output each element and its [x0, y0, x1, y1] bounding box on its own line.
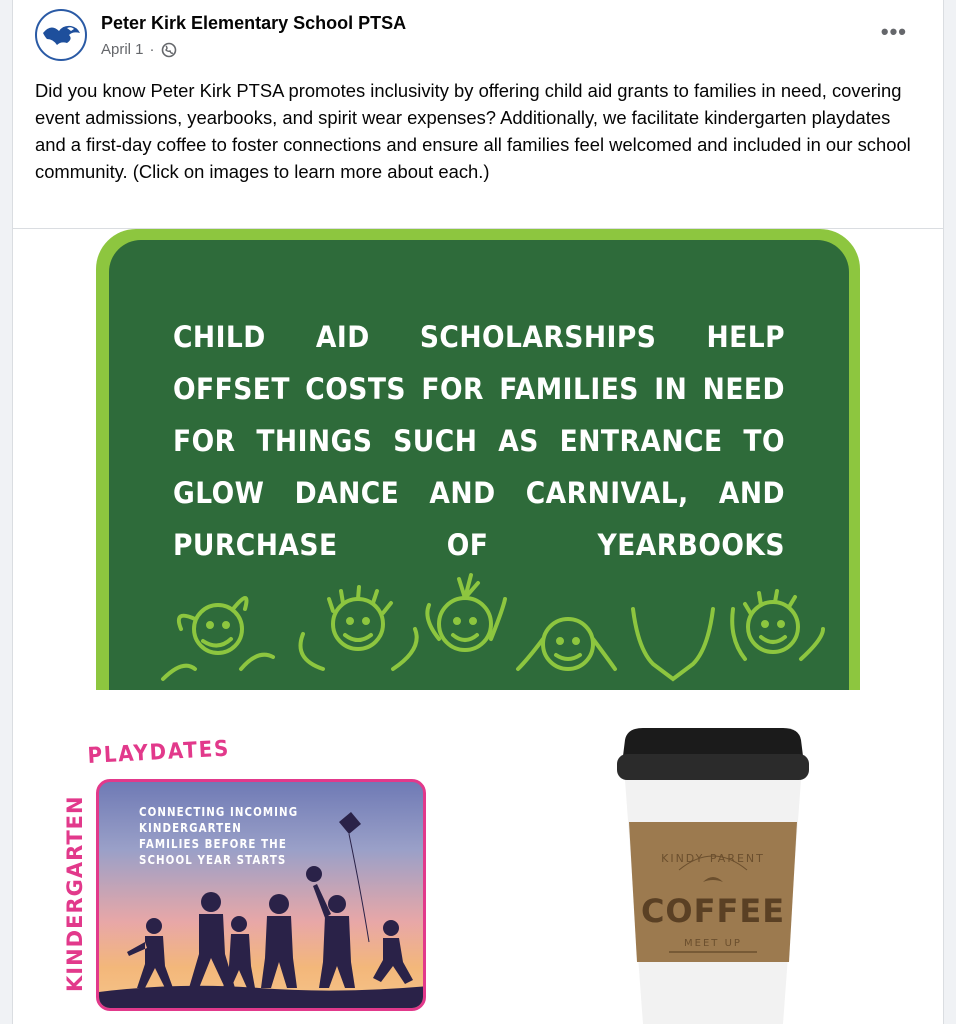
children-silhouette-icon: [99, 782, 426, 1011]
scholarship-image[interactable]: [13, 229, 943, 690]
kindergarten-label: KINDERGARTEN: [63, 795, 87, 992]
coffee-main-text: COFFEE: [640, 892, 786, 930]
playdates-caption: CONNECTING INCOMING KINDERGARTEN FAMILIES BEFORE THE SCHOOL YEAR STARTS: [139, 804, 299, 867]
globe-icon[interactable]: [161, 42, 177, 58]
coffee-bottom-text: MEET UP: [684, 938, 742, 949]
playdates-photo: [96, 779, 426, 1011]
eagle-logo-icon: [37, 11, 85, 59]
post-card: [12, 0, 944, 1024]
kindy-coffee-image[interactable]: [603, 722, 823, 1024]
bottom-images: [13, 692, 943, 1024]
playdates-title: PLAYDATES: [87, 736, 231, 769]
post-meta: [101, 41, 177, 58]
more-options-icon[interactable]: •••: [880, 19, 907, 44]
kids-drawing-icon: [133, 569, 833, 690]
post-date[interactable]: April 1: [101, 41, 144, 58]
scholarship-text: CHILD AID SCHOLARSHIPS HELP OFFSET COSTS FOR FAMILIES IN NEED FOR THINGS SUCH AS ENTRANCE TO GLOW DANCE AND CARNIVAL, AND PURCHASE OF YEARBOOKS: [173, 320, 785, 562]
page-name-link[interactable]: Peter Kirk Elementary School PTSA: [101, 13, 407, 33]
page-avatar[interactable]: [35, 9, 87, 61]
coffee-arc-text: KINDY PARENT: [661, 852, 765, 865]
meta-separator: ·: [149, 41, 155, 58]
post-text: Did you know Peter Kirk PTSA promotes inclusivity by offering child aid grants to families in need, covering event admissions, yearbooks, and spirit wear expenses? Additionally, we facilitate kindergarten playdates and a first-day coffee to foster connections and ensure all families feel welcomed and included in our school community. (Click on images to learn more about each.): [35, 80, 911, 182]
